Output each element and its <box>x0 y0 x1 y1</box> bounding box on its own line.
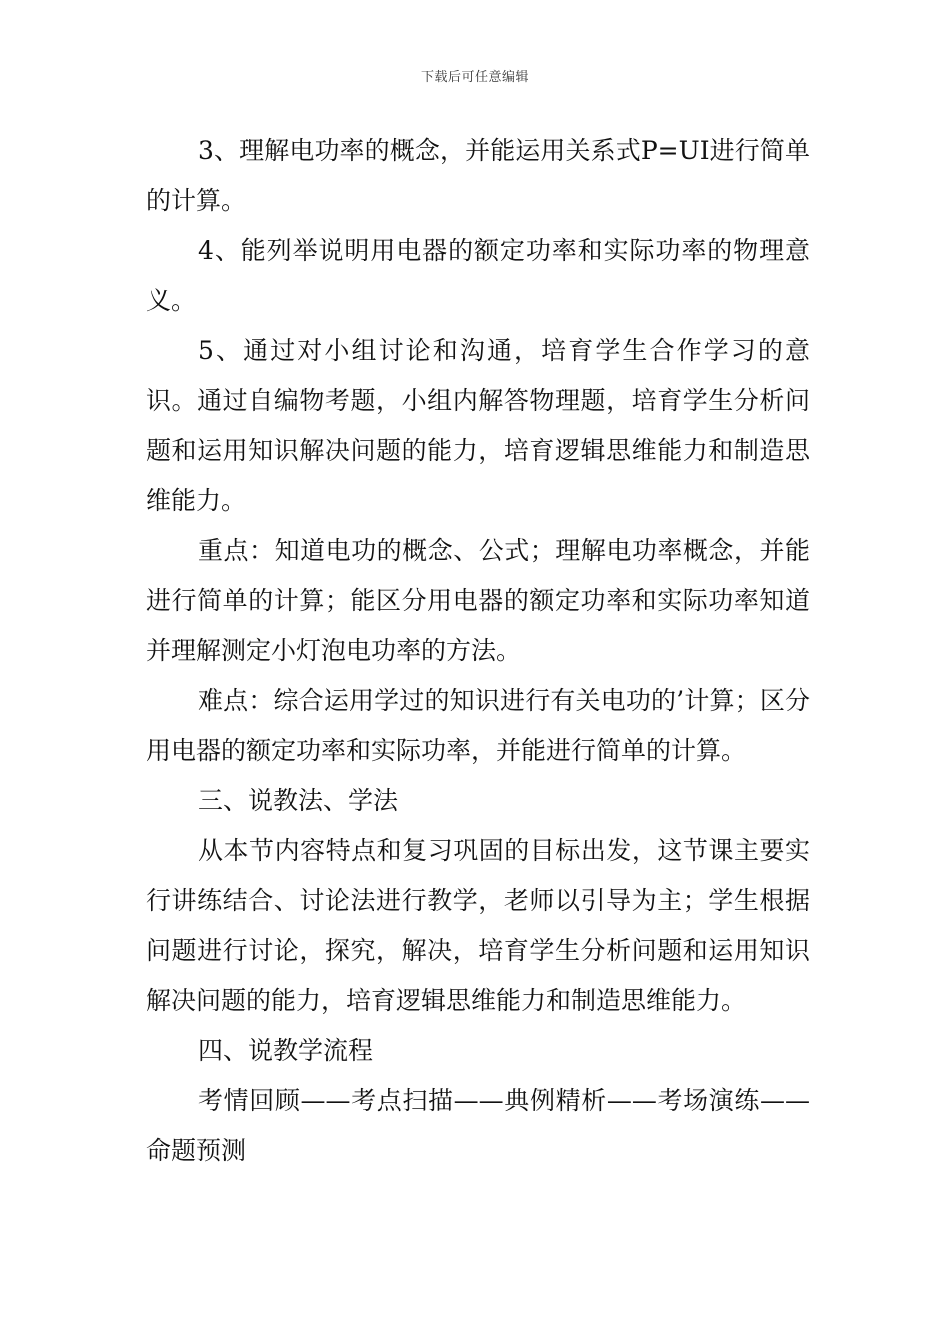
paragraph-objective-4: 4、能列举说明用电器的额定功率和实际功率的物理意义。 <box>146 236 810 315</box>
section-heading-teaching-methods: 三、说教法、学法 <box>198 786 399 815</box>
paragraph-teaching-methods: 从本节内容特点和复习巩固的目标出发，这节课主要实行讲练结合、讨论法进行教学，老师以引导为主；学生根据问题进行讨论，探究，解决，培育学生分析问题和运用知识解决问题的能力，培育逻辑思维能力和制造思维能力。 <box>146 836 810 1015</box>
section-heading-teaching-process: 四、说教学流程 <box>198 1036 374 1065</box>
document-body <box>146 126 810 1176</box>
page-header: 下载后可任意编辑 <box>420 70 529 85</box>
paragraph-difficulties: 难点：综合运用学过的知识进行有关电功的’计算；区分用电器的额定功率和实际功率，并能进行简单的计算。 <box>146 686 810 765</box>
paragraph-teaching-process: 考情回顾——考点扫描——典例精析——考场演练——命题预测 <box>146 1086 810 1165</box>
paragraph-objective-5: 5、通过对小组讨论和沟通，培育学生合作学习的意识。通过自编物考题，小组内解答物理题，培育学生分析问题和运用知识解决问题的能力，培育逻辑思维能力和制造思维能力。 <box>146 336 810 515</box>
paragraph-key-points: 重点：知道电功的概念、公式；理解电功率概念，并能进行简单的计算；能区分用电器的额定功率和实际功率知道并理解测定小灯泡电功率的方法。 <box>146 536 810 665</box>
paragraph-objective-3: 3、理解电功率的概念，并能运用关系式P=UI进行简单的计算。 <box>146 136 810 215</box>
